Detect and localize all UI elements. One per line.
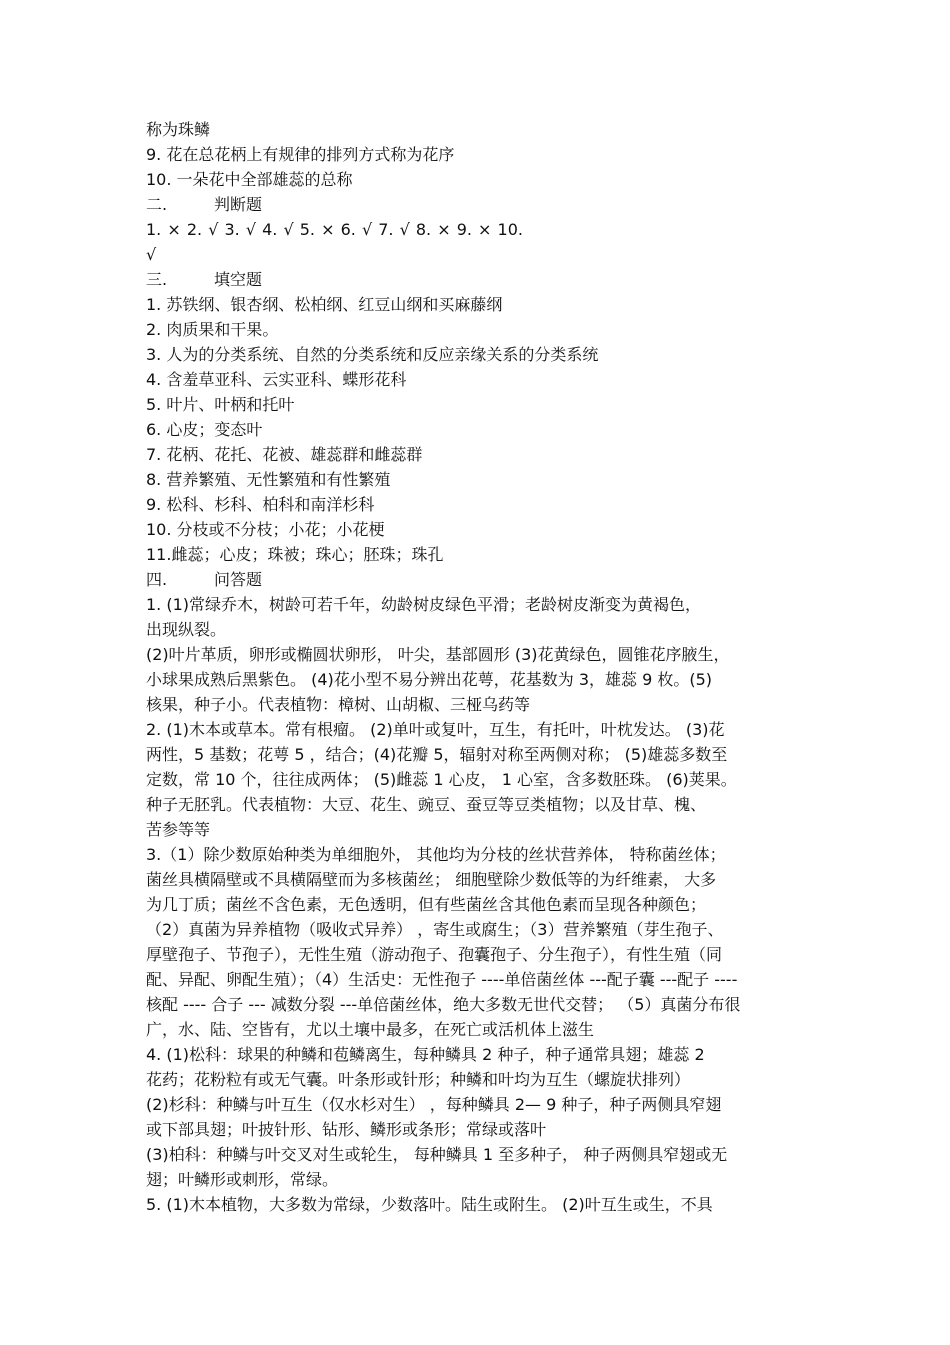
text-line: 10. 一朵花中全部雄蕊的总称 — [146, 170, 353, 189]
text-line: 两性，5 基数；花萼 5 ，结合；(4)花瓣 5，辐射对称至两侧对称； (5)雄蕊多数至 — [146, 745, 728, 764]
text-line: 或下部具翅；叶披针形、钻形、鳞形或条形；常绿或落叶 — [146, 1120, 547, 1139]
text-line: 为几丁质；菌丝不含色素，无色透明，但有些菌丝含其他色素而呈现各种颜色； — [146, 895, 707, 914]
text-line: 6. 心皮；变态叶 — [146, 420, 263, 439]
section-title: 问答题 — [214, 570, 263, 589]
text-line: 翅；叶鳞形或刺形，常绿。 — [146, 1170, 339, 1189]
section-heading-judgment — [146, 195, 262, 215]
text-line: 种子无胚乳。代表植物：大豆、花生、豌豆、蚕豆等豆类植物；以及甘草、槐、 — [146, 795, 707, 814]
section-title: 判断题 — [214, 195, 263, 214]
text-line: 5. 叶片、叶柄和托叶 — [146, 395, 295, 414]
text-line: √ — [146, 245, 157, 264]
text-line: 3.（1）除少数原始种类为单细胞外， 其他均为分枝的丝状营养体， 特称菌丝体； — [146, 845, 726, 864]
text-line: 5. (1)木本植物，大多数为常绿，少数落叶。陆生或附生。 (2)叶互生或生，不具 — [146, 1195, 713, 1214]
text-line: 定数，常 10 个，往往成两体； (5)雌蕊 1 心皮， 1 心室，含多数胚珠。 (6)荚果。 — [146, 770, 737, 789]
text-line: 出现纵裂。 — [146, 620, 227, 639]
text-line: 3. 人为的分类系统、自然的分类系统和反应亲缘关系的分类系统 — [146, 345, 599, 364]
text-line: 配、异配、卵配生殖）；（4）生活史：无性孢子 ----单倍菌丝体 ---配子囊 ---配子 ---- — [146, 970, 738, 989]
section-number: 三. — [146, 270, 168, 289]
section-heading-fill-in — [146, 270, 262, 290]
text-line: 核配 ---- 合子 --- 减数分裂 ---单倍菌丝体，绝大多数无世代交替； （5）真菌分布很 — [146, 995, 741, 1014]
text-line: 菌丝具横隔壁或不具横隔壁而为多核菌丝； 细胞壁除少数低等的为纤维素， 大多 — [146, 870, 717, 889]
text-line: 2. 肉质果和干果。 — [146, 320, 279, 339]
text-line: 称为珠鳞 — [146, 120, 211, 139]
text-line: 苦参等等 — [146, 820, 211, 839]
text-line: 4. (1)松科：球果的种鳞和苞鳞离生，每种鳞具 2 种子，种子通常具翅；雄蕊 2 — [146, 1045, 705, 1064]
text-line: 9. 松科、杉科、柏科和南洋杉科 — [146, 495, 375, 514]
text-line: 厚壁孢子、节孢子），无性生殖（游动孢子、孢囊孢子、分生孢子），有性生殖（同 — [146, 945, 723, 964]
text-line: 核果，种子小。代表植物：樟树、山胡椒、三桠乌药等 — [146, 695, 531, 714]
text-line: 广，水、陆、空皆有，尤以土壤中最多，在死亡或活机体上滋生 — [146, 1020, 595, 1039]
text-line: (3)柏科：种鳞与叶交叉对生或轮生， 每种鳞具 1 至多种子， 种子两侧具窄翅或无 — [146, 1145, 728, 1164]
section-heading-qa — [146, 570, 262, 590]
text-line: 10. 分枝或不分枝；小花；小花梗 — [146, 520, 385, 539]
text-line: 2. (1)木本或草本。常有根瘤。 (2)单叶或复叶，互生，有托叶，叶枕发达。 (3)花 — [146, 720, 725, 739]
text-line: 花药；花粉粒有或无气囊。叶条形或针形；种鳞和叶均为互生（螺旋状排列） — [146, 1070, 691, 1089]
section-title: 填空题 — [214, 270, 263, 289]
section-number: 二. — [146, 195, 168, 214]
text-line: 小球果成熟后黑紫色。 (4)花小型不易分辨出花萼，花基数为 3，雄蕊 9 枚。(5) — [146, 670, 713, 689]
answer-key-line: 1. × 2. √ 3. √ 4. √ 5. × 6. √ 7. √ 8. × 9. × 10. — [146, 220, 523, 239]
text-line: (2)叶片革质，卵形或椭圆状卵形， 叶尖，基部圆形 (3)花黄绿色，圆锥花序腋生， — [146, 645, 730, 664]
text-line: 11.雌蕊；心皮；珠被；珠心；胚珠；珠孔 — [146, 545, 444, 564]
text-line: 4. 含羞草亚科、云实亚科、蝶形花科 — [146, 370, 407, 389]
text-line: 8. 营养繁殖、无性繁殖和有性繁殖 — [146, 470, 391, 489]
text-line: 1. (1)常绿乔木，树龄可若千年，幼龄树皮绿色平滑；老龄树皮渐变为黄褐色， — [146, 595, 702, 614]
section-number: 四. — [146, 570, 168, 589]
text-line: 7. 花柄、花托、花被、雄蕊群和雌蕊群 — [146, 445, 423, 464]
text-line: (2)杉科：种鳞与叶互生（仅水杉对生） ，每种鳞具 2— 9 种子，种子两侧具窄翅 — [146, 1095, 722, 1114]
text-line: （2）真菌为异养植物（吸收式异养） ，寄生或腐生；（3）营养繁殖（芽生孢子、 — [146, 920, 724, 939]
text-line: 1. 苏铁纲、银杏纲、松柏纲、红豆山纲和买麻藤纲 — [146, 295, 503, 314]
text-line: 9. 花在总花柄上有规律的排列方式称为花序 — [146, 145, 455, 164]
